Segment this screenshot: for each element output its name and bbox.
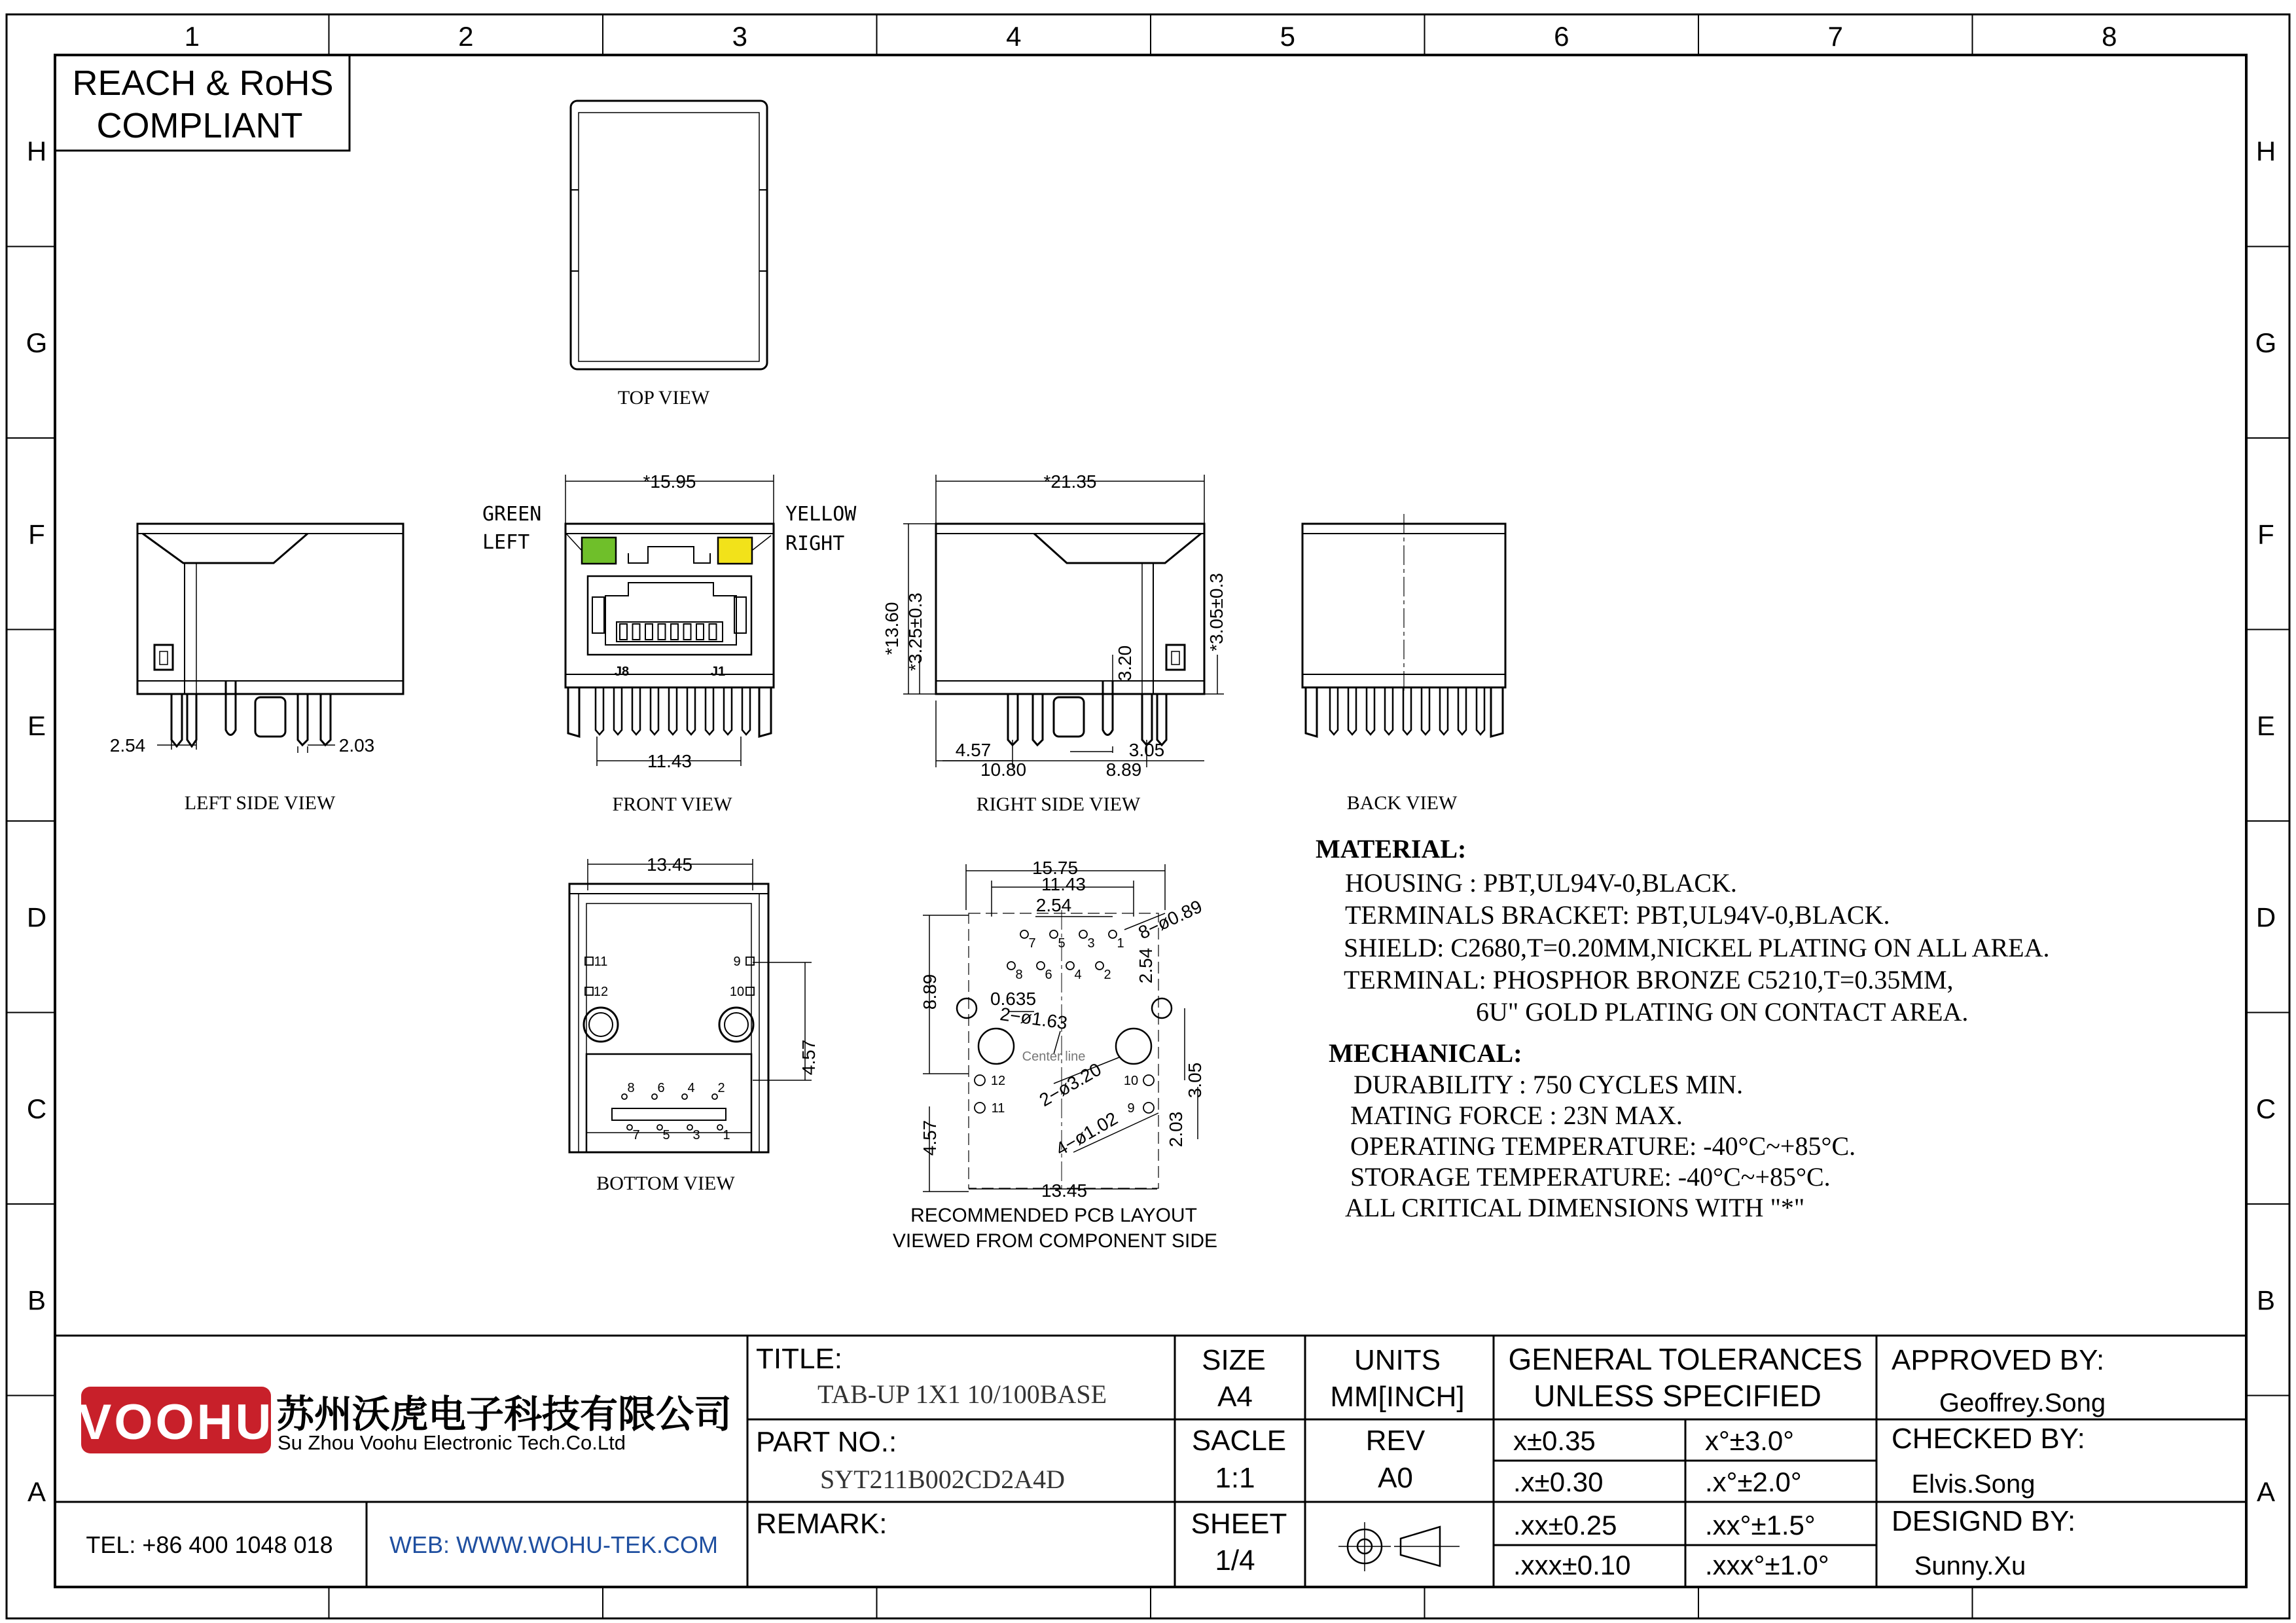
size-value: A4 <box>1217 1381 1253 1413</box>
compliance-line2: COMPLIANT <box>96 106 303 145</box>
bottom-pad <box>652 1094 657 1099</box>
pcb-center-line: Center line <box>1022 1049 1086 1064</box>
zone-column-6: 6 <box>1554 21 1570 52</box>
back-pin <box>1440 687 1448 735</box>
zone-row-left-H: H <box>26 136 47 167</box>
pcb-hole <box>1020 930 1028 938</box>
rev-label: REV <box>1365 1425 1426 1457</box>
units-value: MM[INCH] <box>1330 1381 1465 1413</box>
approved-label: APPROVED BY: <box>1892 1344 2105 1376</box>
company-name-en: Su Zhou Voohu Electronic Tech.Co.Ltd <box>278 1431 626 1454</box>
front-contact <box>633 624 640 640</box>
bottom-dim-1345: 13.45 <box>646 854 693 875</box>
front-label-j1: J1 <box>710 665 726 679</box>
compliance-line1: REACH & RoHS <box>72 64 334 103</box>
back-pin <box>1367 687 1374 735</box>
bottom-pad <box>682 1094 687 1099</box>
zone-column-3: 3 <box>732 21 747 52</box>
pcb-dim-889: 8.89 <box>920 974 940 1010</box>
tol-angular-3: .xxx°±1.0° <box>1705 1550 1829 1580</box>
back-pin <box>1477 687 1484 735</box>
zone-row-left-G: G <box>26 327 48 358</box>
pcb-dim-089: 8−ø0.89 <box>1135 896 1206 943</box>
led-green-label-2: LEFT <box>482 531 530 554</box>
right-side-view-caption: RIGHT SIDE VIEW <box>976 793 1141 815</box>
right-dim-width: *21.35 <box>1043 471 1097 492</box>
pcb-dim-1143: 11.43 <box>1041 874 1086 894</box>
pcb-dim-1345: 13.45 <box>1041 1180 1088 1201</box>
scale-label: SACLE <box>1191 1425 1287 1457</box>
zone-column-7: 7 <box>1827 21 1843 52</box>
pcb-hole <box>1079 930 1087 938</box>
front-pins <box>596 687 750 735</box>
tol-angular-2: .xx°±1.5° <box>1705 1510 1816 1541</box>
zone-row-left-D: D <box>26 902 47 933</box>
tol-linear-1: .x±0.30 <box>1513 1467 1604 1497</box>
pcb-pin-label: 4 <box>1074 968 1082 982</box>
led-yellow-label-1: YELLOW <box>785 503 857 526</box>
bottom-pad <box>712 1094 717 1099</box>
pcb-pin-label: 10 <box>1123 1074 1139 1088</box>
designed-label: DESIGND BY: <box>1892 1505 2076 1537</box>
zone-row-right-E: E <box>2256 710 2276 741</box>
units-label: UNITS <box>1354 1344 1441 1376</box>
material-line-4: TERMINAL: PHOSPHOR BRONZE C5210,T=0.35MM, <box>1344 965 1954 994</box>
bottom-pin-label: 6 <box>657 1081 665 1095</box>
mechanical-heading: MECHANICAL: <box>1329 1038 1522 1068</box>
bottom-pad <box>687 1125 692 1130</box>
right-dim-1080: 10.80 <box>980 759 1027 780</box>
pcb-dim-102: 4−ø1.02 <box>1052 1108 1121 1160</box>
tol-linear-0: x±0.35 <box>1513 1425 1596 1456</box>
bottom-view-caption: BOTTOM VIEW <box>596 1173 735 1194</box>
bottom-pin-label: 12 <box>593 985 609 999</box>
web[interactable]: WEB: WWW.WOHU-TEK.COM <box>389 1531 718 1558</box>
zone-row-left-F: F <box>28 519 45 550</box>
pcb-hole <box>1037 962 1045 970</box>
right-dim-305: 3.05 <box>1128 740 1165 760</box>
front-pin <box>742 687 750 735</box>
front-contacts <box>620 624 717 640</box>
right-side-view <box>936 524 1204 745</box>
led-yellow-label-2: RIGHT <box>785 532 845 555</box>
pcb-hole-led <box>975 1103 985 1113</box>
back-pin <box>1422 687 1429 735</box>
pcb-dim-254: 2.54 <box>1035 895 1072 915</box>
right-dim-305v: *3.05±0.3 <box>1206 573 1227 651</box>
top-view <box>571 101 767 369</box>
pcb-caption-2: VIEWED FROM COMPONENT SIDE <box>892 1230 1218 1252</box>
bottom-pin-labels <box>594 955 744 1142</box>
zone-row-right-F: F <box>2257 519 2274 550</box>
zone-row-left-B: B <box>27 1285 46 1316</box>
led-green-label-1: GREEN <box>482 503 542 526</box>
rev-value: A0 <box>1378 1462 1413 1494</box>
pcb-pin-label: 2 <box>1103 968 1111 982</box>
pcb-hole <box>1066 962 1074 970</box>
mechanical-line-1: DURABILITY : 750 CYCLES MIN. <box>1354 1070 1744 1099</box>
led-green <box>582 538 616 564</box>
bottom-pin-label: 7 <box>632 1128 640 1142</box>
approved-value: Geoffrey.Song <box>1939 1389 2106 1417</box>
size-label: SIZE <box>1202 1344 1266 1376</box>
bottom-pad <box>622 1094 627 1099</box>
bottom-pin-label: 1 <box>723 1128 730 1142</box>
front-pin <box>724 687 732 735</box>
bottom-pin-label: 2 <box>717 1081 725 1095</box>
zone-column-2: 2 <box>458 21 474 52</box>
front-contact <box>696 624 704 640</box>
bottom-pad-led <box>746 987 754 995</box>
bottom-pin-label: 9 <box>733 955 741 969</box>
bottom-pad <box>717 1125 723 1130</box>
zone-row-left-C: C <box>26 1093 47 1124</box>
tol-angular-0: x°±3.0° <box>1705 1425 1795 1456</box>
top-view-caption: TOP VIEW <box>617 387 710 409</box>
right-dim-320: 3.20 <box>1115 645 1135 682</box>
logo-text: VOOHU <box>78 1395 274 1450</box>
front-pin <box>614 687 622 735</box>
tolerances-heading-2: UNLESS SPECIFIED <box>1534 1379 1821 1413</box>
zone-row-right-A: A <box>2256 1476 2276 1507</box>
bottom-pin-label: 11 <box>594 955 608 969</box>
zone-column-5: 5 <box>1280 21 1295 52</box>
pcb-pin-label: 7 <box>1028 936 1036 951</box>
led-yellow <box>718 538 752 564</box>
pcb-hole-led <box>1143 1103 1154 1113</box>
bottom-pads <box>585 957 754 1130</box>
bottom-pad <box>627 1125 632 1130</box>
pcb-hole <box>1109 930 1117 938</box>
front-pin <box>596 687 603 735</box>
compliance-box <box>55 55 350 151</box>
front-pin <box>669 687 677 735</box>
material-heading: MATERIAL: <box>1316 834 1467 864</box>
bottom-pad <box>657 1125 662 1130</box>
title-label: TITLE: <box>756 1343 843 1375</box>
front-pin <box>687 687 695 735</box>
tol-angular-1: .x°±2.0° <box>1705 1467 1802 1497</box>
front-contact <box>645 624 653 640</box>
zone-row-left-A: A <box>27 1476 46 1507</box>
front-contact <box>658 624 666 640</box>
mechanical-line-5: ALL CRITICAL DIMENSIONS WITH "*" <box>1345 1193 1805 1222</box>
bottom-pin-label: 8 <box>627 1081 635 1095</box>
mechanical-line-2: MATING FORCE : 23N MAX. <box>1350 1101 1683 1130</box>
material-line-5: 6U" GOLD PLATING ON CONTACT AREA. <box>1476 997 1969 1027</box>
front-pin <box>632 687 640 735</box>
front-contact <box>709 624 717 640</box>
bottom-pin-label: 3 <box>692 1128 700 1142</box>
zone-row-left-E: E <box>27 710 46 741</box>
pcb-hole-led <box>975 1075 985 1085</box>
part-value: SYT211B002CD2A4D <box>819 1465 1066 1494</box>
bottom-pin-label: 5 <box>662 1128 670 1142</box>
pcb-pin-label: 11 <box>991 1101 1005 1116</box>
zone-row-right-G: G <box>2255 327 2277 358</box>
mechanical-line-3: OPERATING TEMPERATURE: -40°C~+85°C. <box>1350 1131 1856 1161</box>
pcb-pin-label: 6 <box>1045 968 1052 982</box>
zone-column-8: 8 <box>2102 21 2117 52</box>
title-value: TAB-UP 1X1 10/100BASE <box>817 1379 1107 1409</box>
left-side-view-caption: LEFT SIDE VIEW <box>184 792 336 814</box>
tel: TEL: +86 400 1048 018 <box>86 1531 333 1558</box>
sheet-label: SHEET <box>1191 1508 1287 1540</box>
pcb-hole <box>1007 962 1015 970</box>
scale-value: 1:1 <box>1215 1462 1255 1494</box>
pcb-dim-320: 2−ø3.20 <box>1035 1059 1105 1111</box>
pcb-dim-0635: 0.635 <box>990 989 1037 1009</box>
back-pin <box>1403 687 1411 735</box>
projection-symbol-icon <box>1338 1522 1460 1571</box>
front-dim-1143: 11.43 <box>647 751 692 771</box>
front-dim-width: *15.95 <box>643 471 696 492</box>
mechanical-line-4: STORAGE TEMPERATURE: -40°C~+85°C. <box>1350 1162 1831 1192</box>
bottom-view <box>569 884 768 1152</box>
designed-value: Sunny.Xu <box>1914 1552 2026 1580</box>
front-contact <box>684 624 691 640</box>
tolerances-heading-1: GENERAL TOLERANCES <box>1508 1342 1863 1376</box>
right-dim-457: 4.57 <box>955 740 992 760</box>
back-pin <box>1348 687 1356 735</box>
material-line-1: HOUSING : PBT,UL94V-0,BLACK. <box>1345 868 1737 898</box>
part-label: PART NO.: <box>756 1426 897 1458</box>
checked-value: Elvis.Song <box>1911 1470 2036 1499</box>
sheet-value: 1/4 <box>1215 1544 1255 1577</box>
left-dim-203: 2.03 <box>338 735 375 756</box>
pcb-hole-led <box>1143 1075 1154 1085</box>
bottom-pad-led <box>746 957 754 965</box>
front-label-j8: J8 <box>614 665 630 679</box>
back-pin <box>1330 687 1338 735</box>
voohu-logo <box>79 1387 274 1453</box>
front-view-caption: FRONT VIEW <box>612 793 732 815</box>
right-dim-889: 8.89 <box>1105 759 1142 780</box>
back-pin <box>1385 687 1393 735</box>
front-contact <box>620 624 627 640</box>
company-name-cn: 苏州沃虎电子科技有限公司 <box>276 1393 732 1436</box>
right-dim-height: *13.60 <box>882 602 902 655</box>
pcb-dim-457: 4.57 <box>920 1120 940 1156</box>
remark-label: REMARK: <box>756 1508 888 1540</box>
right-dim-325: *3.25±0.3 <box>905 593 925 671</box>
bottom-pin-label: 4 <box>687 1081 695 1095</box>
front-pin <box>706 687 713 735</box>
pcb-hole <box>1096 962 1103 970</box>
back-pins <box>1330 687 1484 735</box>
pcb-dim-1575: 15.75 <box>1031 858 1079 878</box>
pcb-pin-label: 3 <box>1087 936 1095 951</box>
back-pin <box>1458 687 1466 735</box>
pcb-pin-label: 8 <box>1015 968 1023 982</box>
pcb-hole <box>1050 930 1058 938</box>
front-pin <box>651 687 658 735</box>
pcb-pin-label: 1 <box>1117 936 1124 951</box>
front-contact <box>671 624 678 640</box>
zone-column-1: 1 <box>184 21 200 52</box>
material-line-2: TERMINALS BRACKET: PBT,UL94V-0,BLACK. <box>1345 900 1890 930</box>
pcb-pin-label: 5 <box>1058 936 1066 951</box>
back-view-caption: BACK VIEW <box>1346 792 1458 814</box>
zone-row-right-D: D <box>2255 902 2276 933</box>
pcb-dim-254v: 2.54 <box>1136 947 1156 984</box>
material-line-3: SHIELD: C2680,T=0.20MM,NICKEL PLATING ON ALL AREA. <box>1344 933 2050 962</box>
pcb-caption-1: RECOMMENDED PCB LAYOUT <box>910 1205 1197 1226</box>
zone-markers <box>7 14 2289 1618</box>
zone-row-right-C: C <box>2255 1093 2276 1124</box>
bottom-pin-label: 10 <box>729 985 745 999</box>
zone-column-4: 4 <box>1006 21 1022 52</box>
pcb-dim-163: 2−ø1.63 <box>998 1004 1069 1034</box>
tol-linear-3: .xxx±0.10 <box>1513 1550 1631 1580</box>
zone-row-right-B: B <box>2256 1285 2276 1316</box>
pcb-pin-label: 12 <box>990 1074 1006 1088</box>
zone-row-right-H: H <box>2255 136 2276 167</box>
left-dim-254: 2.54 <box>109 735 146 756</box>
bottom-dim-457: 4.57 <box>798 1039 819 1076</box>
pcb-dim-203: 2.03 <box>1166 1111 1186 1148</box>
checked-label: CHECKED BY: <box>1892 1423 2085 1455</box>
tol-linear-2: .xx±0.25 <box>1513 1510 1617 1541</box>
left-side-view <box>137 524 403 746</box>
pcb-dim-305: 3.05 <box>1185 1062 1205 1099</box>
pcb-pin-label: 9 <box>1127 1101 1135 1116</box>
